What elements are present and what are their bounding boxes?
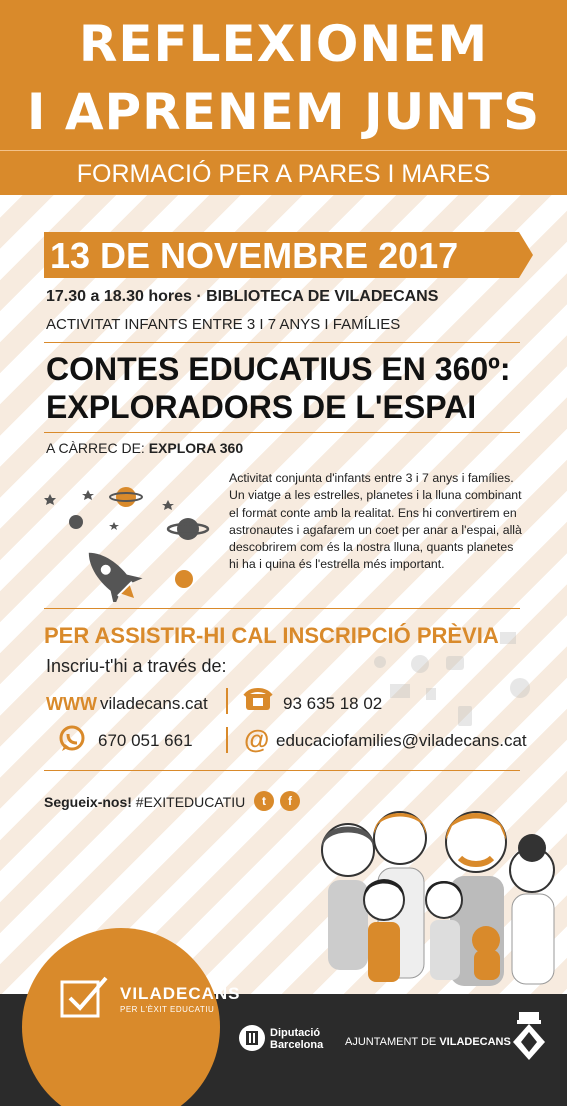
cart-icon xyxy=(500,632,516,644)
trophy-icon xyxy=(426,688,436,700)
event-date: 13 DE NOVEMBRE 2017 xyxy=(50,235,459,276)
follow-us xyxy=(44,794,245,810)
ajuntament-name xyxy=(345,1036,511,1048)
star-icon xyxy=(162,500,174,510)
event-host xyxy=(46,440,243,456)
email-link[interactable]: educaciofamilies@viladecans.cat xyxy=(276,731,527,750)
event-title-line-1: CONTES EDUCATIUS EN 360º: xyxy=(46,351,511,387)
child-figure xyxy=(364,880,404,983)
www-label: WWW xyxy=(46,694,97,714)
family-illustration xyxy=(300,790,567,996)
dog-figure xyxy=(472,926,500,980)
follow-label: Segueix-nos! xyxy=(44,794,132,810)
planet-icon xyxy=(168,518,208,540)
book-icon xyxy=(390,684,410,698)
lightbulb-icon xyxy=(510,678,530,698)
header-banner xyxy=(0,0,567,195)
clock-icon xyxy=(411,655,429,673)
child-figure xyxy=(426,881,462,980)
planet-icon xyxy=(110,487,142,507)
brand-name: VILADECANS xyxy=(120,984,241,1003)
diputacio-line-2: Barcelona xyxy=(270,1039,324,1051)
host-name: EXPLORA 360 xyxy=(148,440,244,456)
divider xyxy=(44,608,520,609)
diputacio-line-1: Diputació xyxy=(270,1027,321,1039)
header-subtitle: FORMACIÓ PER A PARES I MARES xyxy=(76,160,491,188)
star-icon xyxy=(82,490,94,500)
date-bar-arrow xyxy=(519,232,533,278)
planet-icon xyxy=(175,570,193,588)
title-line-2: I APRENEM JUNTS xyxy=(26,83,541,141)
twitter-icon[interactable]: t xyxy=(254,791,274,811)
title-line-1: REFLEXIONEM xyxy=(78,15,489,73)
separator xyxy=(226,727,228,753)
website-link[interactable]: viladecans.cat xyxy=(100,694,208,713)
registration-cta: PER ASSISTIR-HI CAL INSCRIPCIÓ PRÈVIA xyxy=(44,623,499,648)
facebook-icon[interactable]: f xyxy=(280,791,300,811)
diputacio-name xyxy=(270,1027,323,1051)
registration-via: Inscriu-t'hi a través de: xyxy=(46,656,227,676)
camera-icon xyxy=(446,656,464,670)
divider xyxy=(44,342,520,343)
divider xyxy=(44,432,520,433)
phone-number[interactable]: 93 635 18 02 xyxy=(283,694,383,713)
event-title xyxy=(46,350,511,426)
phone-icon xyxy=(243,688,273,712)
mobile-number[interactable]: 670 051 661 xyxy=(98,731,193,750)
event-title-line-2: EXPLORADORS DE L'ESPAI xyxy=(46,389,477,425)
ajuntament-city: VILADECANS xyxy=(439,1036,511,1048)
ajuntament-prefix: AJUNTAMENT DE xyxy=(345,1036,437,1048)
planet-icon xyxy=(69,515,83,529)
host-label: A CÀRREC DE: xyxy=(46,440,145,456)
space-illustration xyxy=(38,482,228,602)
rocket-icon xyxy=(75,539,149,602)
divider xyxy=(44,770,520,771)
star-icon xyxy=(44,494,56,505)
diputacio-logo-icon xyxy=(238,1024,266,1052)
at-icon: @ xyxy=(244,724,270,754)
shield-icon xyxy=(511,1010,547,1062)
separator xyxy=(226,688,228,714)
header-divider xyxy=(0,150,567,151)
event-audience: ACTIVITAT INFANTS ENTRE 3 I 7 ANYS I FAMÍLIES xyxy=(46,316,401,333)
whatsapp-icon xyxy=(58,725,86,753)
hashtag: #EXITEDUCATIU xyxy=(135,794,246,810)
adult-figure xyxy=(510,834,554,984)
music-icon xyxy=(374,656,386,668)
star-icon xyxy=(109,522,119,530)
event-time-place: 17.30 a 18.30 hores · BIBLIOTECA DE VILADECANS xyxy=(46,288,439,305)
viladecans-logo xyxy=(22,928,220,1106)
tablet-icon xyxy=(458,706,472,726)
event-description: Activitat conjunta d'infants entre 3 i 7 anys i famílies. Un viatge a les estrelles, planetes i la lluna combinant el format conte amb la realitat. Ens hi convertirem en astronautes i agafarem un coet per anar a l'espai, allà descobrirem com és la nostra lluna, quants planetes hi ha i quina és l'estrella més important. xyxy=(229,471,522,572)
checkmark-icon xyxy=(60,974,110,1020)
brand-tagline: PER L'ÈXIT EDUCATIU xyxy=(120,1005,215,1014)
decorative-icons xyxy=(360,628,560,748)
